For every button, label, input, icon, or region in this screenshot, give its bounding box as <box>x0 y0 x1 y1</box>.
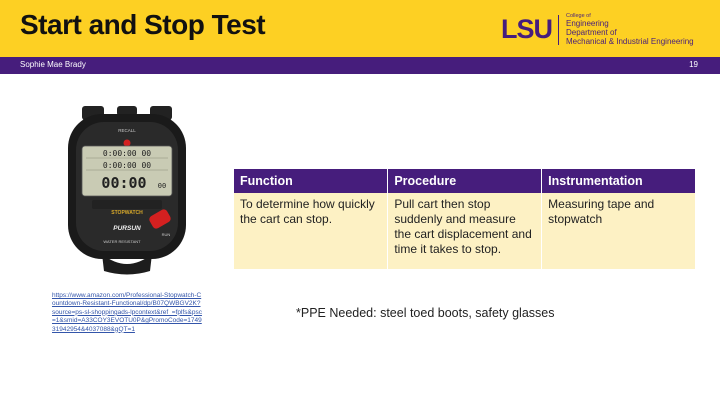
author-name: Sophie Mae Brady <box>20 60 86 69</box>
test-table <box>234 169 696 269</box>
stopwatch-image <box>62 106 192 276</box>
red-indicator <box>124 140 131 147</box>
header-procedure: Procedure <box>388 169 542 193</box>
lcd-row-1: 0:00:00 00 <box>102 149 152 158</box>
cell-instrumentation: Measuring tape and stopwatch <box>542 193 696 269</box>
header-instrumentation: Instrumentation <box>542 169 696 193</box>
recall-label: RECALL <box>118 128 136 133</box>
lcd-main-time: 00:00 <box>101 174 147 192</box>
lcd-row-2: 0:00:00 00 <box>102 161 152 170</box>
lsu-logo <box>501 13 694 46</box>
brand-label: PURSUN <box>113 225 141 232</box>
run-label: RUN <box>161 232 171 237</box>
table-header-row <box>234 169 696 193</box>
author-bar <box>0 57 720 74</box>
mode-strip <box>92 200 162 209</box>
logo-line-4: Mechanical & Industrial Engineering <box>566 37 694 46</box>
source-link[interactable]: https://www.amazon.com/Professional-Stopwatch-Countdown-Resistant-Functional/dp/B07QWBGV2K?source=ps-sl-shoppingads-lpcontext&ref_=fplfs&psc=1&smid=A33COY3EVOTU0P&gPromoCode=174931942954&4037088&gQT=1 <box>52 292 202 333</box>
logo-line-2: Engineering <box>566 19 609 28</box>
logo-text <box>566 13 694 46</box>
logo-line-1: College of <box>566 13 591 19</box>
cell-procedure: Pull cart then stop suddenly and measure the cart displacement and time it takes to stop. <box>388 193 542 269</box>
logo-divider <box>558 15 559 45</box>
cell-function: To determine how quickly the cart can stop. <box>234 193 388 269</box>
water-label: WATER RESISTANT <box>103 239 141 244</box>
lcd-hundredths: 00 <box>157 182 167 190</box>
stopwatch-label: STOPWATCH <box>111 210 143 216</box>
ppe-note: *PPE Needed: steel toed boots, safety glasses <box>296 306 555 320</box>
logo-line-3: Department of <box>566 28 617 37</box>
table-row <box>234 193 696 269</box>
header-function: Function <box>234 169 388 193</box>
header-bar <box>0 0 720 57</box>
slide-title: Start and Stop Test <box>20 9 266 40</box>
page-number: 19 <box>689 60 698 69</box>
logo-mark: LSU <box>501 14 552 44</box>
